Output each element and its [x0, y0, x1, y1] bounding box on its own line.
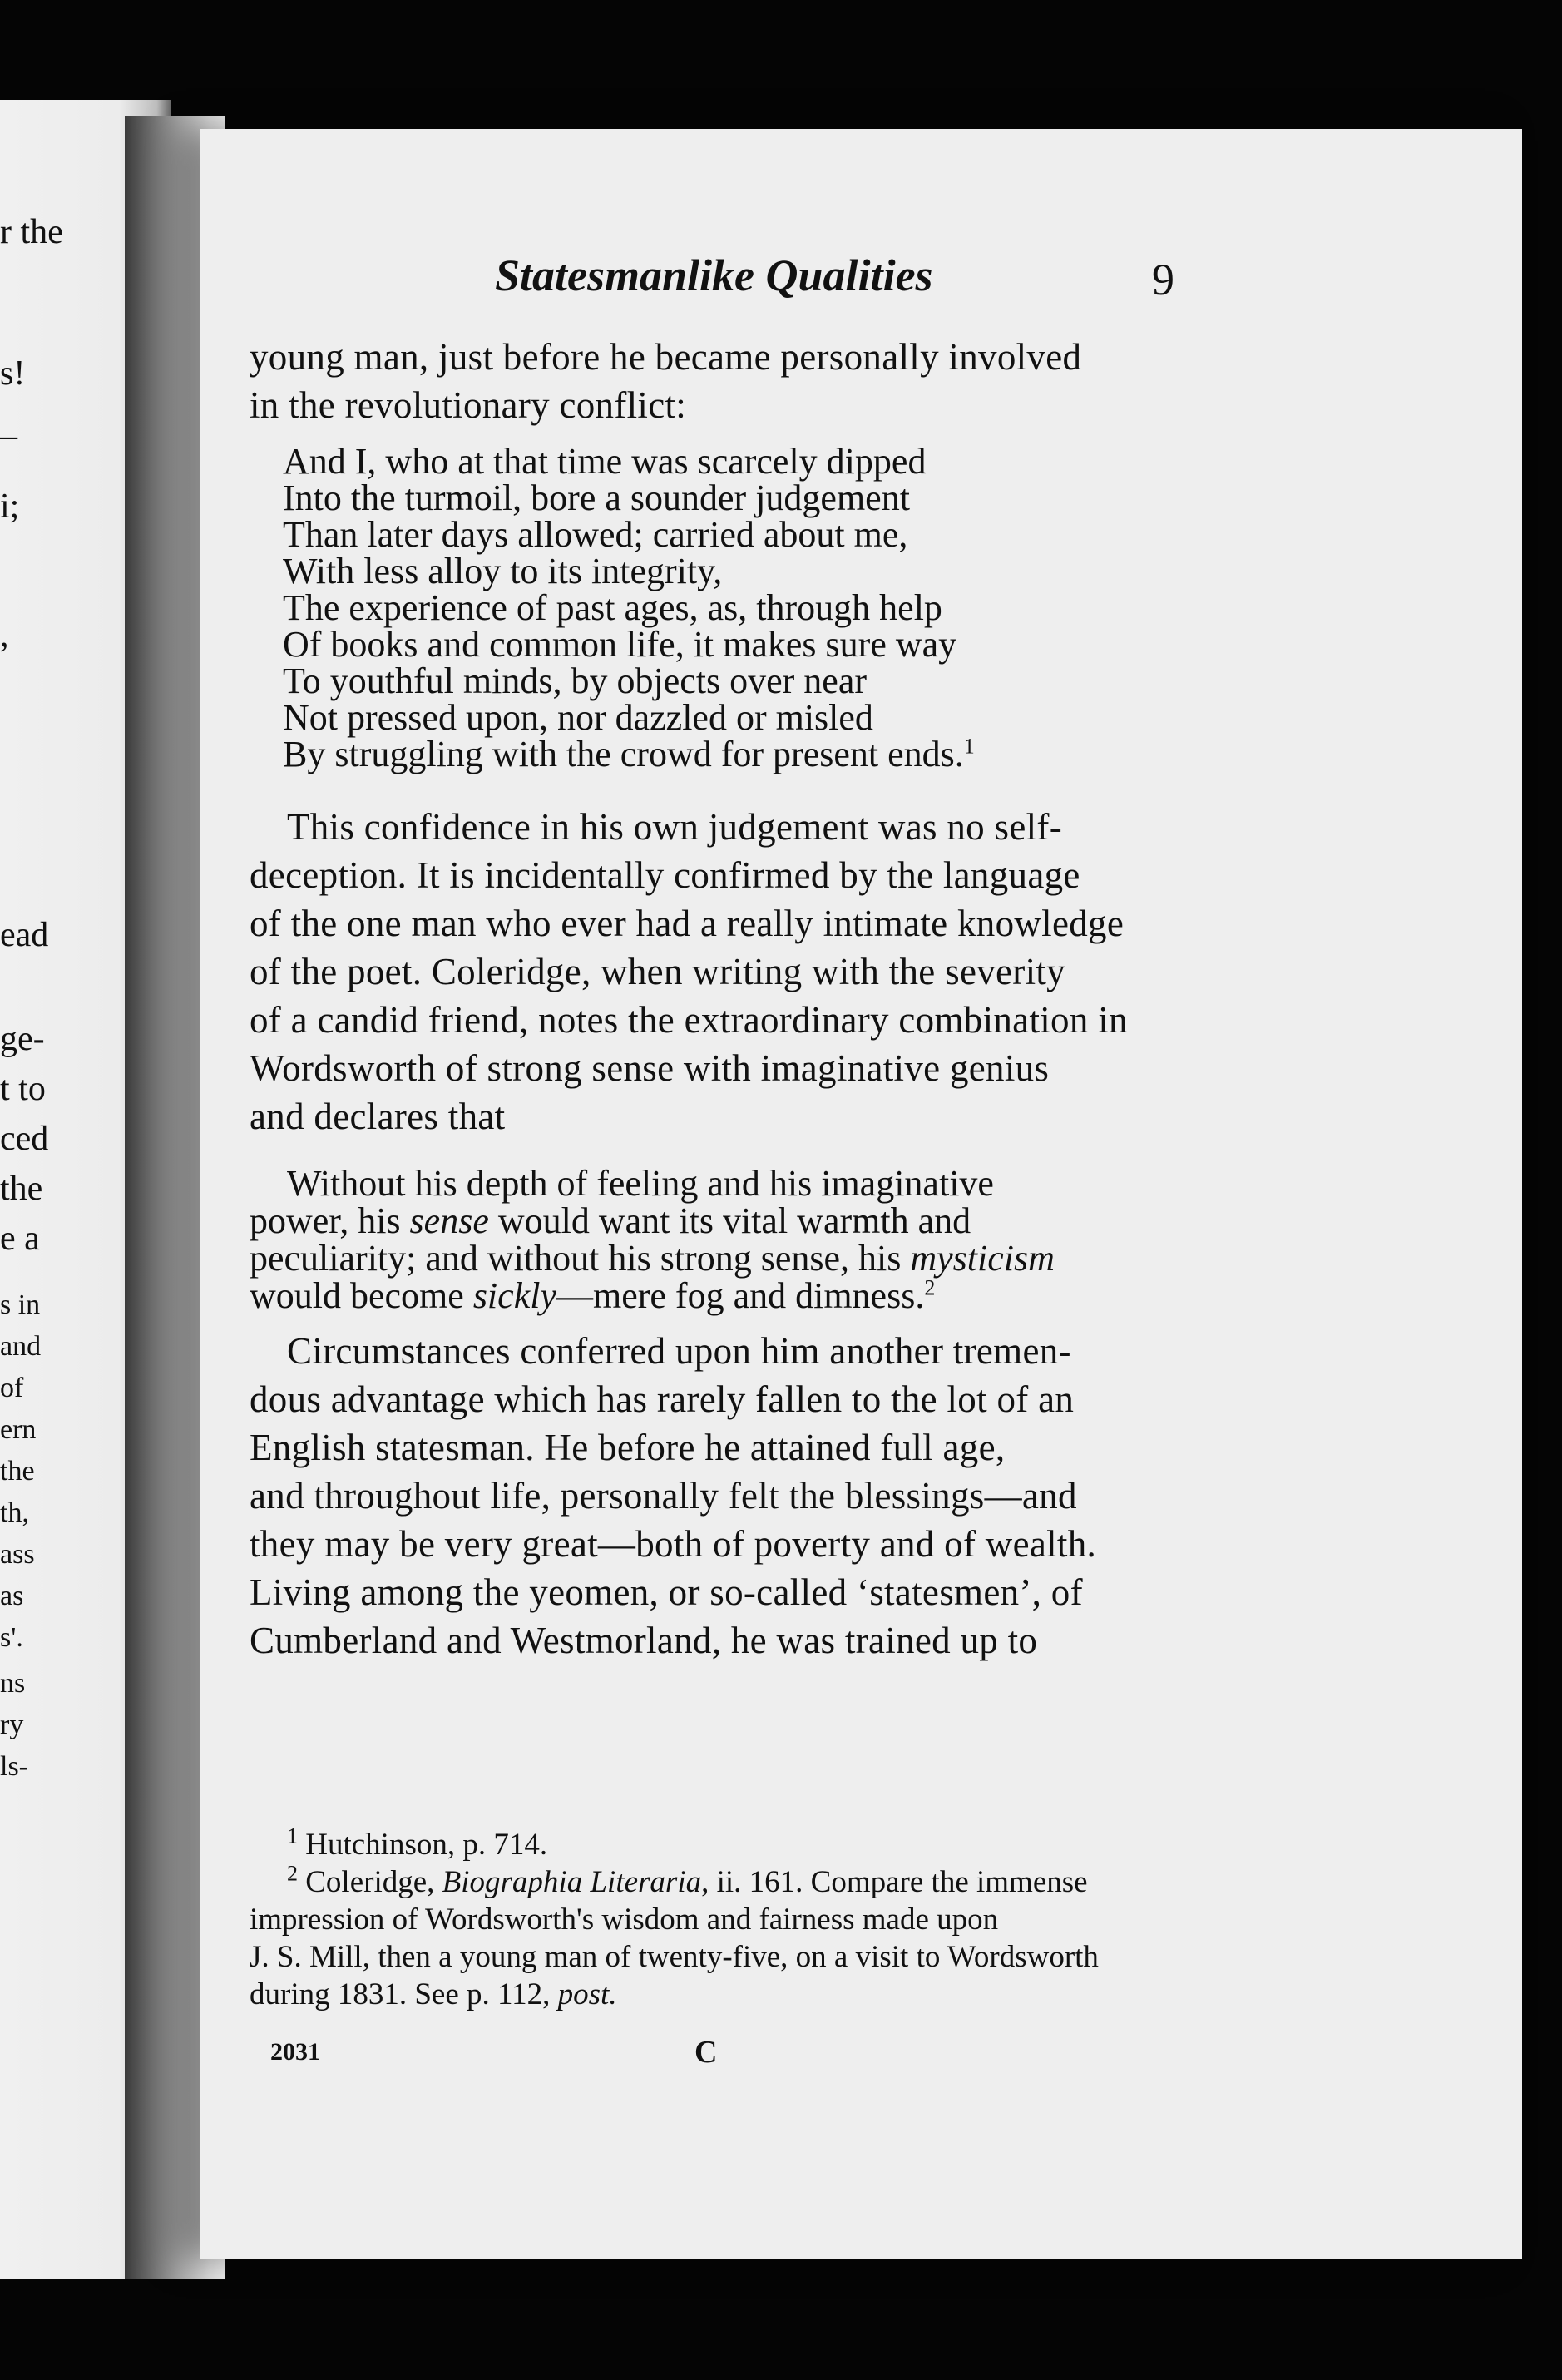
text-line: they may be very great—both of poverty and of wealth. — [250, 1523, 1097, 1565]
verse-line: Of books and common life, it makes sure way — [283, 624, 957, 665]
footnote-2: $^2$ Coleridge, Biographia Literaria, ii. 161. Compare the immense — [287, 1861, 1088, 1899]
text-line: and throughout life, personally felt the blessings—and — [250, 1475, 1077, 1517]
paragraph-1 — [250, 803, 1231, 1141]
facing-page-fragment: i; — [0, 487, 20, 526]
facing-page-fragment: ern — [0, 1414, 37, 1445]
verse-quotation — [283, 443, 1264, 773]
text-line: in the revolutionary conflict: — [250, 384, 687, 426]
facing-page-fragment: ead — [0, 916, 49, 954]
facing-page-fragment: and — [0, 1331, 42, 1362]
text-line: This confidence in his own judgement was no self- — [287, 806, 1062, 848]
quote-line: power, his sense would want its vital warmth and — [250, 1200, 971, 1241]
footnote-1: $^1$ Hutchinson, p. 714. — [287, 1823, 548, 1862]
facing-page-fragment: the — [0, 1456, 35, 1487]
facing-page-fragment: t to — [0, 1070, 46, 1108]
printer-number: 2031 — [270, 2038, 320, 2066]
facing-page-fragment: ry — [0, 1710, 24, 1740]
verse-line: Into the turmoil, bore a sounder judgement — [283, 477, 910, 518]
text-line: young man, just before he became personally involved — [250, 336, 1082, 378]
facing-page-fragment: ns — [0, 1668, 26, 1699]
verse-line: Than later days allowed; carried about me, — [283, 514, 908, 555]
footnote-ref: 1 — [963, 734, 975, 759]
opening-text — [250, 333, 1231, 429]
facing-page-fragment: e a — [0, 1220, 40, 1258]
facing-page-fragment: as — [0, 1581, 24, 1611]
book-page — [200, 129, 1522, 2259]
text-line: Circumstances conferred upon him another tremen- — [287, 1330, 1071, 1372]
footnote-line: during 1831. See p. 112, post. — [250, 1977, 617, 2011]
facing-page-fragment: th, — [0, 1497, 29, 1528]
facing-page-fragment: , — [0, 616, 9, 655]
facing-page-fragment: s'. — [0, 1622, 23, 1653]
facing-page-fragment: the — [0, 1170, 43, 1208]
text-line: and declares that — [250, 1096, 506, 1137]
facing-page-fragment: ass — [0, 1539, 35, 1570]
text-line: Wordsworth of strong sense with imaginative genius — [250, 1047, 1050, 1089]
footnote-ref: 2 — [924, 1275, 936, 1300]
verse-line: With less alloy to its integrity, — [283, 551, 723, 591]
page-number: 9 — [1152, 255, 1174, 304]
running-head: Statesmanlike Qualities — [495, 250, 933, 300]
facing-page-fragment: – — [0, 417, 17, 455]
footnote-line: impression of Wordsworth's wisdom and fairness made upon — [250, 1903, 999, 1937]
text-line: English statesman. He before he attained full age, — [250, 1427, 1006, 1468]
verse-line: Not pressed upon, nor dazzled or misled — [283, 697, 873, 738]
facing-page-fragment: r the — [0, 213, 63, 251]
verse-line: By struggling with the crowd for present ends.$^1$ — [283, 734, 975, 774]
text-line: of the poet. Coleridge, when writing with the severity — [250, 951, 1065, 992]
text-line: dous advantage which has rarely fallen to the lot of an — [250, 1378, 1075, 1420]
facing-page-fragment: of — [0, 1373, 24, 1403]
verse-line: To youthful minds, by objects over near — [283, 661, 868, 701]
facing-page-fragment: ge- — [0, 1020, 45, 1058]
text-line: Cumberland and Westmorland, he was trained up to — [250, 1620, 1038, 1661]
quote-line: would become sickly—mere fog and dimness.$^2$ — [250, 1275, 936, 1316]
facing-page-fragment: ced — [0, 1120, 49, 1158]
quote-line: Without his depth of feeling and his imaginative — [287, 1163, 994, 1204]
facing-page-fragment: s in — [0, 1289, 41, 1320]
facing-page-fragment: s! — [0, 354, 26, 393]
text-line: deception. It is incidentally confirmed by the language — [250, 854, 1080, 896]
text-line: of the one man who ever had a really intimate knowledge — [250, 903, 1125, 944]
verse-line: And I, who at that time was scarcely dipped — [283, 441, 927, 482]
footnote-line: J. S. Mill, then a young man of twenty-five, on a visit to Wordsworth — [250, 1940, 1099, 1974]
signature-mark: C — [694, 2035, 718, 2070]
facing-page-fragment: ls- — [0, 1751, 28, 1782]
paragraph-2 — [250, 1327, 1231, 1665]
text-line: of a candid friend, notes the extraordinary combination in — [250, 999, 1128, 1041]
verse-line: The experience of past ages, as, through help — [283, 587, 942, 628]
text-line: Living among the yeomen, or so-called ‘statesmen’, of — [250, 1571, 1083, 1613]
coleridge-quotation — [250, 1165, 1231, 1314]
quote-line: peculiarity; and without his strong sense, his mysticism — [250, 1238, 1055, 1279]
footnotes — [250, 1823, 1231, 2013]
